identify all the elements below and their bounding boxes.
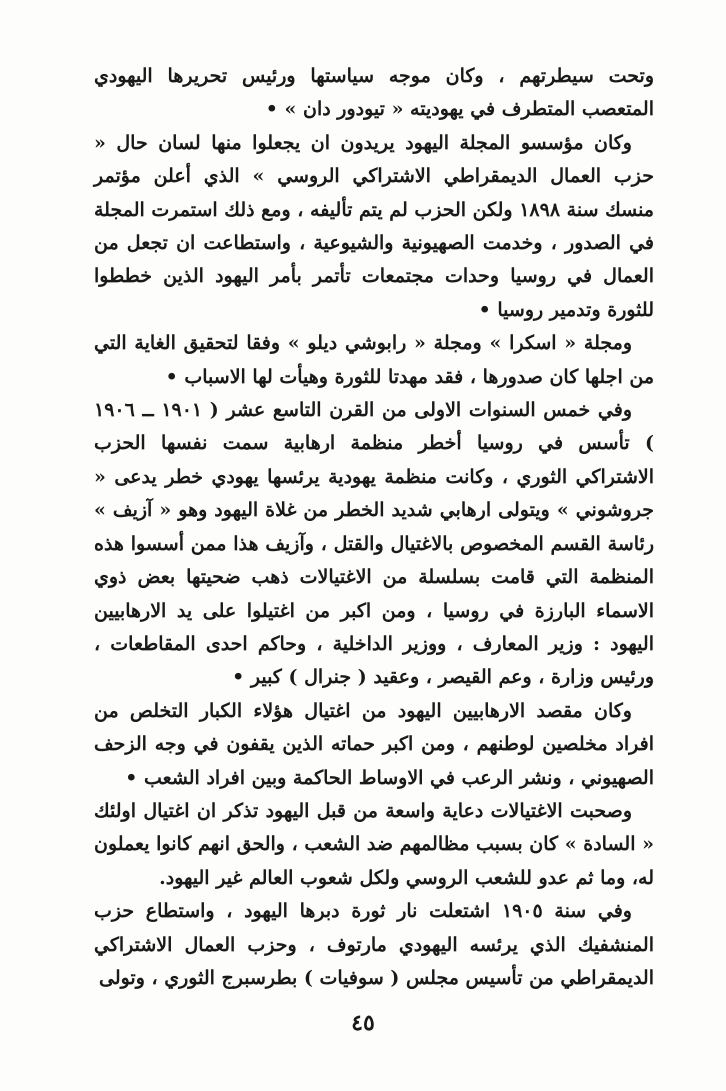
paragraph-3: ومجلة « اسكرا » ومجلة « رابوشي ديلو » وفقا لتحقيق الغاية التي من اجلها كان صدورها ، فقد مهدتا للثورة وهيأت لها الاسباب •: [94, 332, 654, 388]
paragraph-7: وفي سنة ١٩٠٥ اشتعلت نار ثورة دبرها اليهود ، واستطاع حزب المنشفيك الذي يرئسه اليهودي مارتوف ، وحزب العمال الاشتراكي الديمقراطي من تأسيس مجلس ( سوفيات ) بطرسبرج الثوري ، وتولى: [94, 900, 654, 989]
paragraph-1: وتحت سيطرتهم ، وكان موجه سياستها ورئيس تحريرها اليهودي المتعصب المتطرف في يهوديته « تيودور دان » •: [94, 65, 654, 121]
body-text: [94, 60, 654, 995]
paragraph-4: وفي خمس السنوات الاولى من القرن التاسع عشر ( ١٩٠١ ــ ١٩٠٦ ) تأسس في روسيا أخطر منظمة ارهابية سمت نفسها الحزب الاشتراكي الثوري ، وكانت منظمة يهودية يرئسها يهودي خطر يدعى « جروشوني » ويتولى ارهابي شديد الخطر من غلاة اليهود وهو « آزيف » رئاسة القسم المخصوص بالاغتيال والقتل ، وآزيف هذا ممن أسسوا هذه المنظمة التي قامت بسلسلة من الاغتيالات ذهب ضحيتها بعض ذوي الاسماء البارزة في روسيا ، ومن اكبر من اغتيلوا على يد الارهابيين اليهود : وزير المعارف ، ووزير الداخلية ، وحاكم احدى المقاطعات ، ورئيس وزارة ، وعم القيصر ، وعقيد ( جنرال ) كبير •: [94, 399, 654, 689]
paragraph-2: وكان مؤسسو المجلة اليهود يريدون ان يجعلوا منها لسان حال « حزب العمال الديمقراطي الاشتراكي الروسي » الذي أعلن مؤتمر منسك سنة ١٨٩٨ ولكن الحزب لم يتم تأليفه ، ومع ذلك استمرت المجلة في الصدور ، وخدمت الصهيونية والشيوعية ، واستطاعت ان تجعل من العمال في روسيا وحدات مجتمعات تأتمر بأمر اليهود الذين خططوا للثورة وتدمير روسيا •: [94, 131, 654, 321]
paragraph-5: وكان مقصد الارهابيين اليهود من اغتيال هؤلاء الكبار التخلص من افراد مخلصين لوطنهم ، ومن اكبر حماته الذين يقفون في وجه الزحف الصهيوني ، ونشر الرعب في الاوساط الحاكمة وبين افراد الشعب •: [94, 699, 654, 789]
paragraph-6: وصحبت الاغتيالات دعاية واسعة من قبل اليهود تذكر ان اغتيال اولئك « السادة » كان بسبب مظالمهم ضد الشعب ، والحق انهم كانوا يعملون له، وما ثم عدو للشعب الروسي ولكل شعوب العالم غير اليهود.: [94, 799, 654, 889]
page-number: ٤٥: [351, 1010, 375, 1036]
